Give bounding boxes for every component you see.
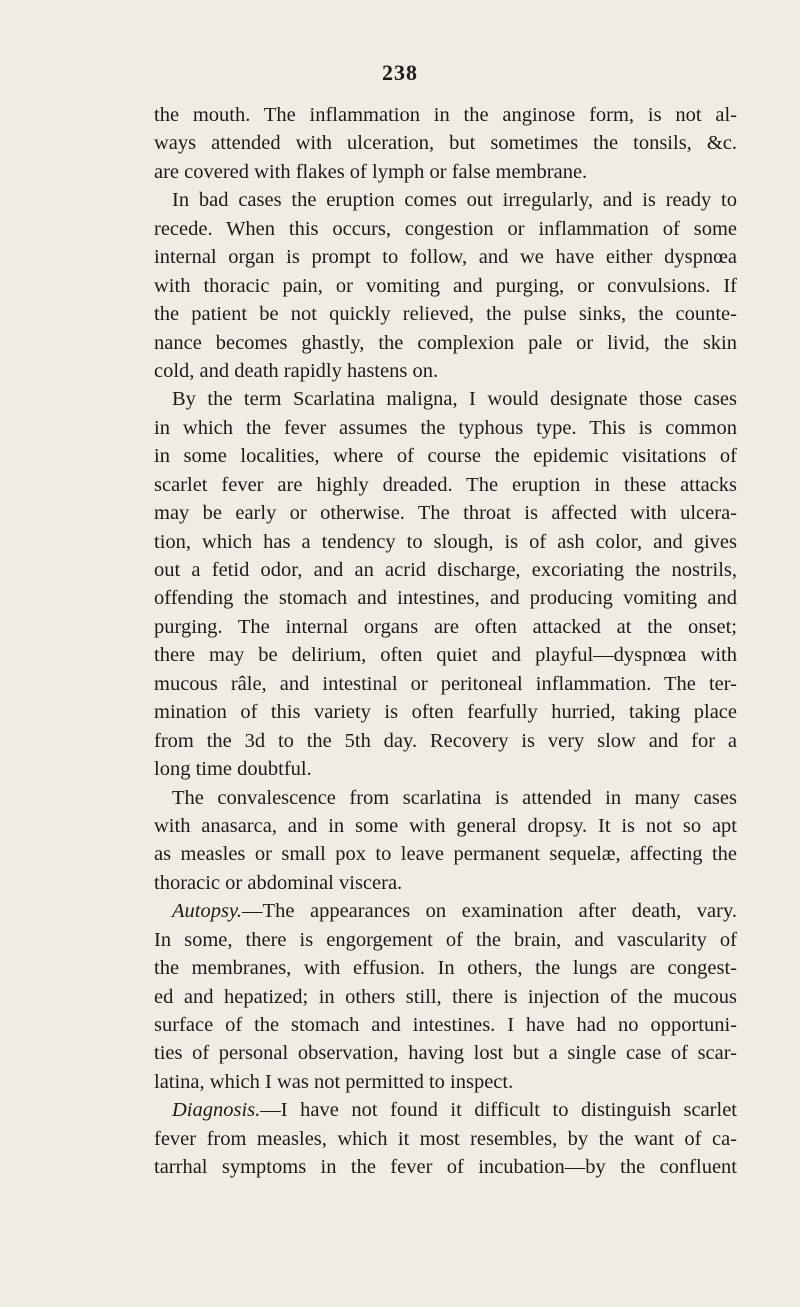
text-line (154, 215, 737, 243)
line-text: recede. When this occurs, congestion or inflammation of some (154, 217, 737, 240)
text-line (154, 784, 737, 812)
line-text: fever from measles, which it most resembles, by the want of ca- (154, 1127, 737, 1150)
line-text: —The appearances on examination after death, vary. (242, 900, 737, 923)
line-text: offending the stomach and intestines, and producing vomiting and (154, 587, 737, 610)
text-line (154, 954, 737, 982)
line-text: —I have not found it difficult to distinguish scarlet (260, 1099, 737, 1122)
text-line (154, 329, 737, 357)
text-line (154, 357, 737, 385)
line-text: thoracic or abdominal viscera. (154, 871, 403, 894)
text-line (154, 186, 737, 214)
line-text: with thoracic pain, or vomiting and purging, or convulsions. If (154, 274, 737, 297)
text-line (154, 101, 737, 129)
line-text: with anasarca, and in some with general dropsy. It is not so apt (154, 814, 737, 837)
text-line (154, 755, 737, 783)
text-line (154, 243, 737, 271)
line-text: the patient be not quickly relieved, the pulse sinks, the counte- (154, 303, 737, 326)
text-line (154, 300, 737, 328)
line-text: long time doubtful. (154, 758, 312, 781)
text-line (154, 1125, 737, 1153)
section-heading: Autopsy. (172, 900, 243, 923)
line-text: cold, and death rapidly hastens on. (154, 359, 439, 382)
line-text: nance becomes ghastly, the complexion pale or livid, the skin (154, 331, 737, 354)
line-text: scarlet fever are highly dreaded. The eruption in these attacks (154, 473, 737, 496)
line-text: may be early or otherwise. The throat is affected with ulcera- (154, 502, 737, 525)
text-line (154, 641, 737, 669)
line-text: as measles or small pox to leave permanent sequelæ, affecting the (154, 843, 737, 866)
line-text: internal organ is prompt to follow, and we have either dyspnœa (154, 246, 737, 269)
text-line (154, 840, 737, 868)
text-line (154, 499, 737, 527)
line-text: By the term Scarlatina maligna, I would designate those cases (172, 388, 737, 411)
text-line (154, 471, 737, 499)
text-line (154, 613, 737, 641)
page-number: 238 (382, 60, 418, 85)
text-line (154, 812, 737, 840)
line-text: purging. The internal organs are often attacked at the onset; (154, 615, 737, 638)
text-line (154, 670, 737, 698)
text-line (154, 129, 737, 157)
line-text: out a fetid odor, and an acrid discharge, excoriating the nostrils, (154, 559, 737, 581)
line-text: In bad cases the eruption comes out irregularly, and is ready to (172, 189, 737, 212)
text-line (154, 556, 737, 584)
text-line (154, 442, 737, 470)
line-text: latina, which I was not permitted to inspect. (154, 1070, 514, 1093)
text-line (154, 272, 737, 300)
text-line (154, 584, 737, 612)
line-text: from the 3d to the 5th day. Recovery is very slow and for a (154, 729, 737, 752)
body-text (154, 101, 737, 1182)
line-text: ties of personal observation, having lost but a single case of scar- (154, 1042, 737, 1065)
line-text: ed and hepatized; in others still, there is injection of the mucous (154, 985, 737, 1008)
line-text: surface of the stomach and intestines. I have had no opportuni- (154, 1014, 737, 1036)
line-text: the membranes, with effusion. In others, the lungs are congest- (154, 957, 737, 980)
text-line (154, 1011, 737, 1039)
text-line (154, 1068, 737, 1096)
line-text: In some, there is engorgement of the brain, and vascularity of (154, 928, 737, 951)
line-text: in which the fever assumes the typhous type. This is common (154, 416, 737, 439)
text-line (154, 385, 737, 413)
text-line (154, 414, 737, 442)
line-text: are covered with flakes of lymph or false membrane. (154, 160, 588, 183)
text-line (154, 727, 737, 755)
text-line (154, 869, 737, 897)
line-text: the mouth. The inflammation in the anginose form, is not al- (154, 104, 737, 126)
section-heading: Diagnosis. (172, 1099, 261, 1122)
line-text: ways attended with ulceration, but sometimes the tonsils, &c. (154, 132, 737, 155)
text-line (154, 528, 737, 556)
text-line (154, 1096, 737, 1124)
text-line (154, 897, 737, 925)
text-line (154, 1039, 737, 1067)
line-text: The convalescence from scarlatina is attended in many cases (172, 786, 737, 809)
text-line (154, 926, 737, 954)
text-line (154, 158, 737, 186)
text-line (154, 983, 737, 1011)
text-line (154, 1153, 737, 1181)
line-text: mination of this variety is often fearfully hurried, taking place (154, 701, 737, 724)
text-line (154, 698, 737, 726)
line-text: tarrhal symptoms in the fever of incubation—by the confluent (154, 1156, 737, 1179)
line-text: there may be delirium, often quiet and playful—dyspnœa with (154, 644, 737, 667)
line-text: mucous râle, and intestinal or peritoneal inflammation. The ter- (154, 672, 737, 695)
line-text: in some localities, where of course the epidemic visitations of (154, 445, 737, 468)
line-text: tion, which has a tendency to slough, is of ash color, and gives (154, 530, 737, 553)
